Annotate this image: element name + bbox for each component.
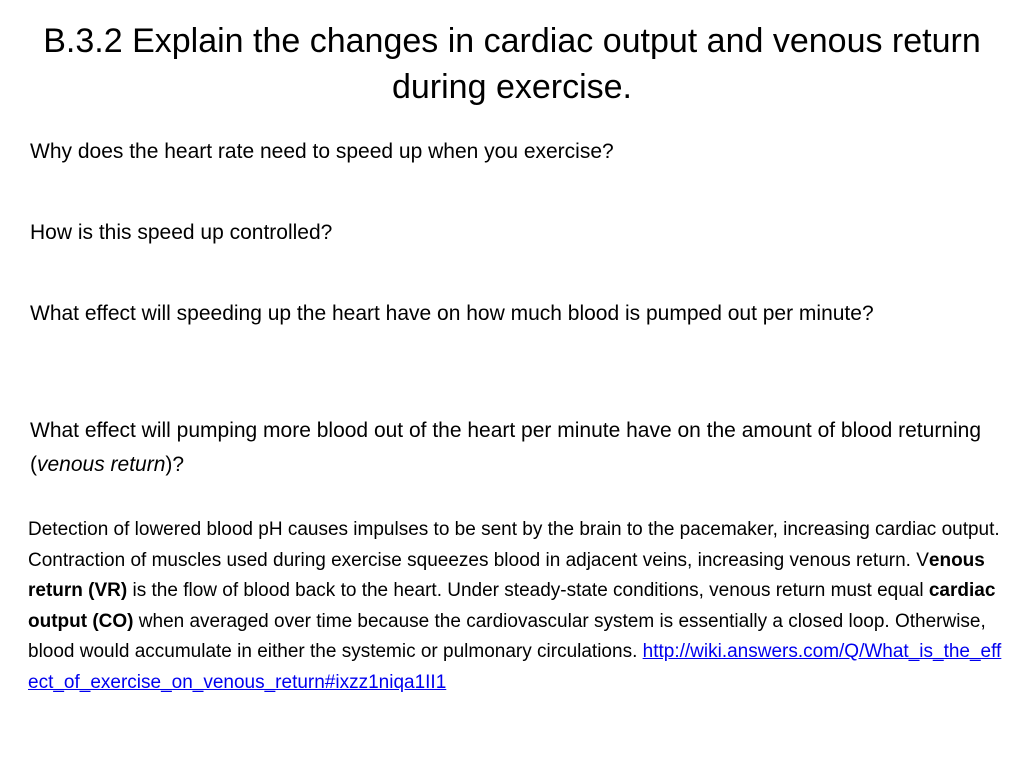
cardiac-output-bold: cardiac output (CO) bbox=[28, 580, 996, 632]
venous-return-bold: enous return (VR) bbox=[28, 549, 985, 601]
slide-title: B.3.2 Explain the changes in cardiac output and venous return during exercise. bbox=[43, 22, 981, 106]
question-venous-return-end: )? bbox=[165, 453, 185, 476]
answer-paragraph bbox=[28, 515, 1008, 698]
venous-return-term: venous return bbox=[37, 453, 166, 476]
question-heart-rate: Why does the heart rate need to speed up when you exercise? bbox=[30, 140, 614, 163]
answer-text-3: when averaged over time because the cardiovascular system is essentially a closed loop. Otherwise, blood would accumulate in either the systemic or pulmonary circulations. bbox=[28, 610, 986, 662]
source-link[interactable]: http://wiki.answers.com/Q/What_is_the_effect_of_exercise_on_venous_return#ixzz1niqa1II1 bbox=[28, 641, 1002, 693]
question-venous-return-text: What effect will pumping more blood out of the heart per minute have on the amount of blood returning ( bbox=[30, 419, 982, 476]
question-venous-return bbox=[30, 414, 1005, 482]
answer-text-2: is the flow of blood back to the heart. Under steady-state conditions, venous return must equal bbox=[127, 580, 929, 601]
answer-text-1: Detection of lowered blood pH causes impulses to be sent by the brain to the pacemaker, increasing cardiac output. Contraction of muscles used during exercise squeezes blood in adjacent veins, increasing venous return. V bbox=[28, 519, 1000, 571]
question-blood-pumped: What effect will speeding up the heart have on how much blood is pumped out per minute? bbox=[30, 302, 874, 325]
question-control: How is this speed up controlled? bbox=[30, 221, 333, 244]
